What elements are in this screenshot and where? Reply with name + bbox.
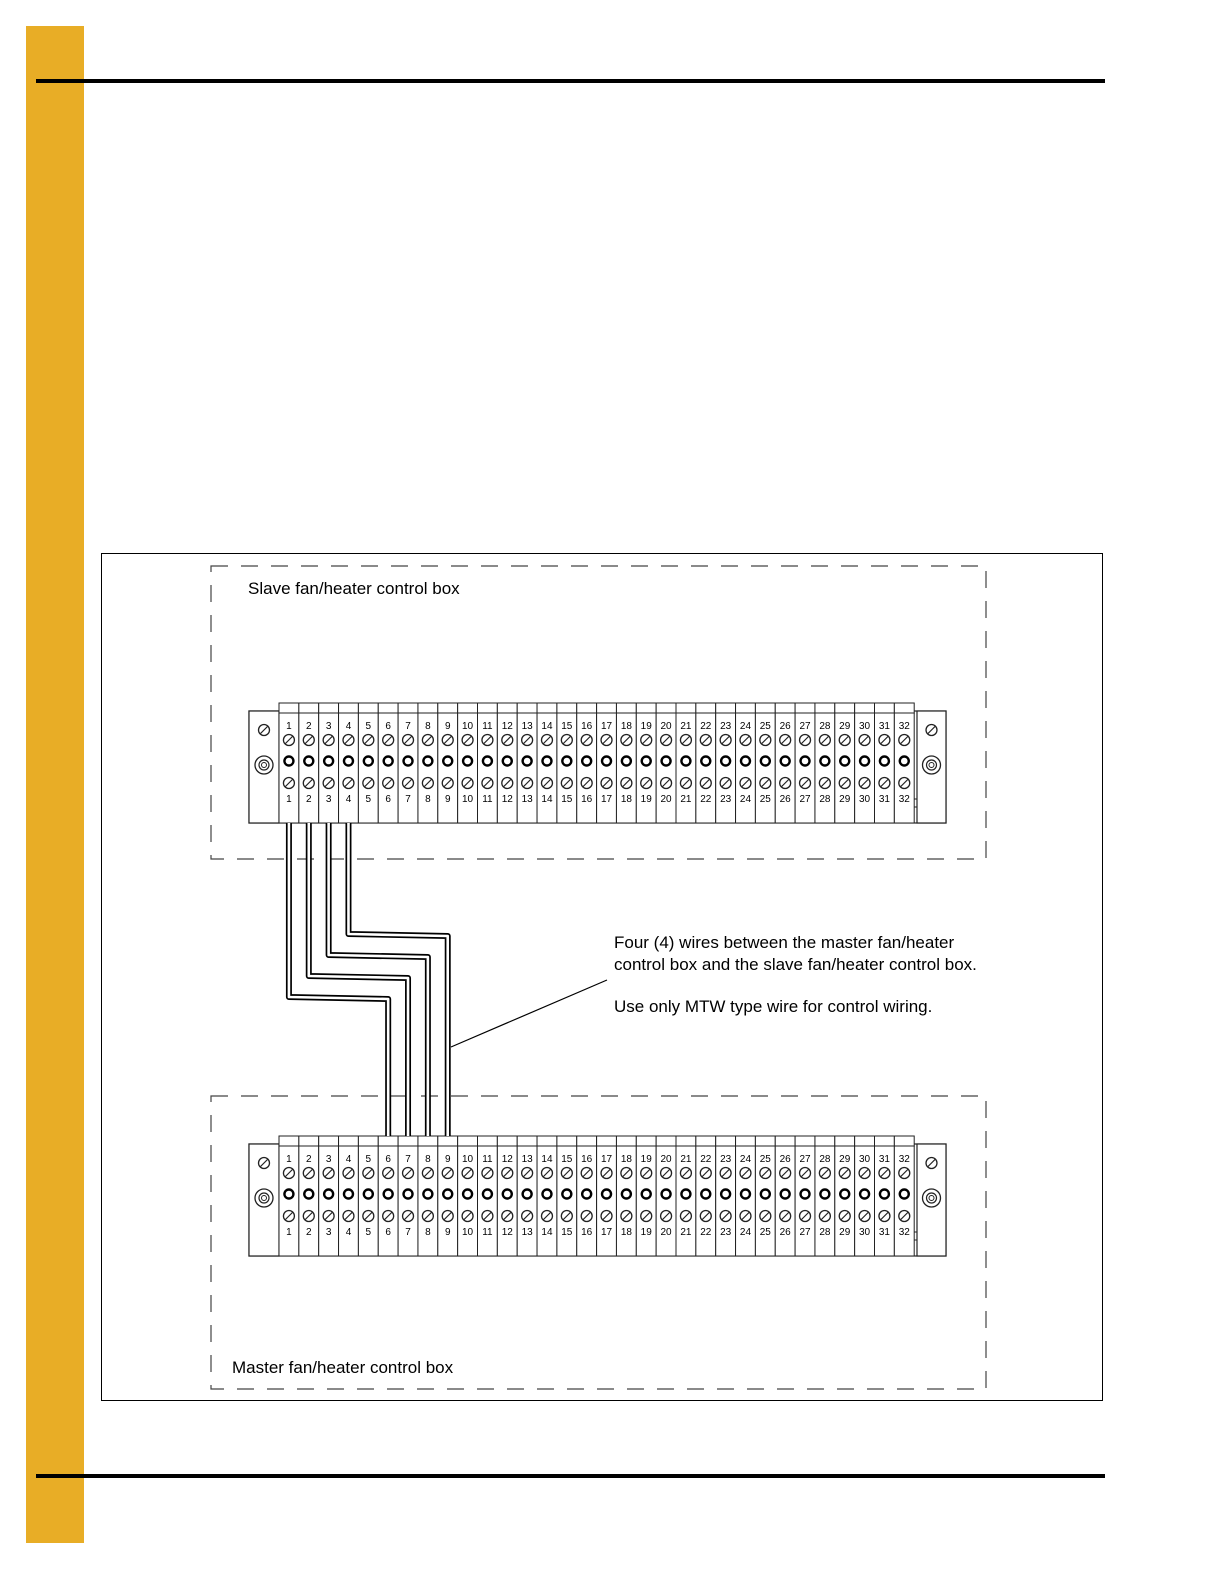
master-terminal-number-top: 2 [305,1154,312,1165]
slave-terminal-number-top: 19 [640,721,652,732]
slave-terminal-cap [299,703,319,713]
slave-terminal-number-bottom: 24 [739,794,752,805]
master-terminal-cap [676,1136,696,1146]
slave-terminal-number-bottom: 29 [839,794,851,805]
slave-terminal-number-bottom: 15 [561,794,573,805]
slave-terminal-number-top: 24 [739,721,752,732]
master-terminal-cap [616,1136,636,1146]
slave-terminal-cap [656,703,676,713]
note-line-2: control box and the slave fan/heater control box. [614,955,977,974]
master-terminal-cap [299,1136,319,1146]
slave-terminal-number-top: 14 [541,721,553,732]
master-terminal-cap [279,1136,299,1146]
master-terminal-number-top: 9 [444,1154,451,1165]
slave-terminal-cap [339,703,359,713]
master-terminal-number-bottom: 3 [325,1227,332,1238]
master-terminal-number-bottom: 23 [720,1227,732,1238]
master-terminal-cap [398,1136,418,1146]
master-terminal-number-top: 14 [541,1154,553,1165]
slave-terminal-number-bottom: 22 [700,794,712,805]
slave-terminal-cap [696,703,716,713]
slave-terminal-post-icon [384,757,393,766]
master-terminal-number-bottom: 16 [581,1227,593,1238]
slave-terminal-number-top: 26 [779,721,791,732]
master-terminal-post-icon [701,1190,710,1199]
slave-terminal-post-icon [642,757,651,766]
slave-terminal-number-bottom: 26 [779,794,791,805]
master-terminal-number-top: 11 [482,1154,493,1165]
slave-terminal-cap [716,703,736,713]
master-terminal-cap [636,1136,656,1146]
slave-terminal-cap [497,703,517,713]
master-terminal-cap [815,1136,835,1146]
slave-terminal-number-bottom: 1 [286,794,292,805]
master-terminal-number-bottom: 12 [501,1227,513,1238]
master-terminal-cap [458,1136,478,1146]
slave-terminal-number-bottom: 8 [425,794,431,805]
master-terminal-number-bottom: 13 [521,1227,533,1238]
slave-terminal-post-icon [404,757,413,766]
slave-terminal-number-bottom: 11 [482,794,493,805]
master-terminal-number-bottom: 19 [640,1227,652,1238]
master-terminal-number-bottom: 4 [345,1227,352,1238]
master-terminal-number-bottom: 1 [286,1227,292,1238]
slave-terminal-number-bottom: 3 [325,794,332,805]
master-terminal-post-icon [662,1190,671,1199]
slave-terminal-cap [597,703,617,713]
master-terminal-number-top: 4 [345,1154,352,1165]
master-terminal-number-top: 8 [425,1154,431,1165]
slave-terminal-cap [755,703,775,713]
master-terminal-number-top: 13 [521,1154,533,1165]
master-terminal-number-bottom: 28 [819,1227,831,1238]
master-terminal-cap [517,1136,537,1146]
master-terminal-number-top: 24 [739,1154,752,1165]
master-terminal-number-top: 1 [286,1154,292,1165]
slave-terminal-cap [398,703,418,713]
callout-leader-line [451,980,607,1047]
slave-terminal-post-icon [582,757,591,766]
master-terminal-post-icon [602,1190,611,1199]
master-terminal-post-icon [443,1190,452,1199]
master-terminal-cap [319,1136,339,1146]
slave-terminal-cap [478,703,498,713]
slave-terminal-number-top: 13 [521,721,533,732]
slave-terminal-number-top: 28 [819,721,831,732]
master-terminal-cap [537,1136,557,1146]
master-terminal-cap [875,1136,895,1146]
slave-terminal-cap [557,703,577,713]
slave-terminal-cap [815,703,835,713]
master-terminal-cap [478,1136,498,1146]
slave-terminal-number-top: 21 [680,721,692,732]
slave-terminal-number-bottom: 19 [640,794,652,805]
control-wires [289,823,448,1136]
slave-terminal-number-bottom: 4 [345,794,352,805]
slave-terminal-cap [279,703,299,713]
master-terminal-number-top: 12 [501,1154,513,1165]
master-terminal-number-top: 29 [839,1154,851,1165]
slave-terminal-post-icon [364,757,373,766]
slave-terminal-post-icon [681,757,690,766]
master-terminal-number-bottom: 7 [405,1227,411,1238]
slave-terminal-post-icon [781,757,790,766]
master-terminal-post-icon [304,1190,313,1199]
slave-terminal-cap [517,703,537,713]
master-terminal-number-top: 7 [405,1154,411,1165]
master-terminal-post-icon [642,1190,651,1199]
slave-terminal-number-bottom: 9 [444,794,451,805]
master-terminal-post-icon [284,1190,293,1199]
slave-terminal-number-top: 20 [660,721,672,732]
master-terminal-post-icon [562,1190,571,1199]
slave-terminal-post-icon [523,757,532,766]
slave-terminal-number-top: 3 [325,721,332,732]
slave-terminal-number-top: 12 [501,721,513,732]
master-terminal-cap [438,1136,458,1146]
slave-terminal-number-top: 6 [385,721,391,732]
slave-terminal-number-bottom: 17 [600,794,613,805]
master-terminal-post-icon [820,1190,829,1199]
slave-terminal-number-bottom: 20 [660,794,672,805]
slave-terminal-number-bottom: 13 [521,794,533,805]
slave-terminal-number-top: 22 [700,721,712,732]
master-terminal-number-top: 16 [581,1154,593,1165]
master-terminal-number-bottom: 21 [680,1227,692,1238]
slave-terminal-post-icon [304,757,313,766]
master-terminal-strip [249,1136,946,1256]
slave-terminal-post-icon [463,757,472,766]
slave-terminal-number-top: 1 [286,721,292,732]
master-terminal-number-bottom: 18 [620,1227,632,1238]
slave-terminal-number-bottom: 30 [859,794,871,805]
slave-terminal-number-bottom: 6 [385,794,391,805]
slave-terminal-number-top: 9 [444,721,451,732]
note-line-3: Use only MTW type wire for control wiring. [614,997,933,1016]
master-terminal-number-bottom: 14 [541,1227,553,1238]
slave-terminal-number-bottom: 28 [819,794,831,805]
note-line-1: Four (4) wires between the master fan/heater [614,933,955,952]
master-terminal-number-top: 22 [700,1154,712,1165]
master-terminal-cap [577,1136,597,1146]
slave-terminal-post-icon [721,757,730,766]
slave-terminal-number-bottom: 14 [541,794,553,805]
master-terminal-post-icon [364,1190,373,1199]
slave-terminal-cap [319,703,339,713]
master-terminal-number-bottom: 32 [898,1227,910,1238]
master-terminal-number-top: 26 [779,1154,791,1165]
slave-terminal-cap [358,703,378,713]
slave-terminal-number-top: 17 [600,721,613,732]
master-terminal-number-bottom: 27 [799,1227,811,1238]
slave-terminal-cap [537,703,557,713]
master-terminal-post-icon [582,1190,591,1199]
slave-terminal-post-icon [701,757,710,766]
slave-terminal-number-top: 15 [561,721,573,732]
slave-terminal-post-icon [840,757,849,766]
master-terminal-number-bottom: 26 [779,1227,791,1238]
master-terminal-number-top: 27 [799,1154,811,1165]
master-terminal-number-bottom: 22 [700,1227,712,1238]
master-terminal-number-bottom: 6 [385,1227,391,1238]
master-terminal-cap [775,1136,795,1146]
master-terminal-post-icon [761,1190,770,1199]
slave-terminal-number-top: 30 [859,721,871,732]
slave-terminal-number-top: 16 [581,721,593,732]
master-terminal-post-icon [423,1190,432,1199]
slave-terminal-post-icon [542,757,551,766]
slave-terminal-number-top: 8 [425,721,431,732]
master-terminal-post-icon [384,1190,393,1199]
master-terminal-number-bottom: 8 [425,1227,431,1238]
master-terminal-post-icon [801,1190,810,1199]
slave-terminal-post-icon [662,757,671,766]
slave-terminal-post-icon [820,757,829,766]
slave-terminal-number-top: 10 [462,721,474,732]
slave-terminal-cap [636,703,656,713]
slave-terminal-post-icon [284,757,293,766]
master-terminal-cap [378,1136,398,1146]
master-terminal-cap [597,1136,617,1146]
slave-terminal-post-icon [483,757,492,766]
master-terminal-cap [755,1136,775,1146]
slave-terminal-post-icon [324,757,333,766]
slave-terminal-number-top: 4 [345,721,352,732]
master-terminal-number-bottom: 11 [482,1227,493,1238]
master-terminal-post-icon [741,1190,750,1199]
master-terminal-number-top: 25 [759,1154,771,1165]
master-terminal-number-top: 21 [680,1154,692,1165]
master-terminal-cap [795,1136,815,1146]
master-terminal-number-top: 23 [720,1154,732,1165]
master-terminal-number-bottom: 2 [305,1227,312,1238]
slave-terminal-number-bottom: 12 [501,794,513,805]
master-terminal-number-bottom: 25 [759,1227,771,1238]
slave-terminal-post-icon [503,757,512,766]
slave-terminal-cap [775,703,795,713]
slave-terminal-number-top: 31 [878,721,890,732]
slave-terminal-post-icon [801,757,810,766]
slave-terminal-number-bottom: 23 [720,794,732,805]
slave-terminal-cap [577,703,597,713]
master-terminal-post-icon [542,1190,551,1199]
master-terminal-cap [418,1136,438,1146]
slave-terminal-post-icon [562,757,571,766]
master-terminal-number-top: 17 [600,1154,613,1165]
slave-terminal-number-bottom: 21 [680,794,692,805]
master-terminal-cap [716,1136,736,1146]
slave-terminal-post-icon [622,757,631,766]
master-terminal-post-icon [840,1190,849,1199]
master-terminal-cap [358,1136,378,1146]
master-terminal-number-top: 20 [660,1154,672,1165]
slave-terminal-cap [835,703,855,713]
slave-terminal-cap [736,703,756,713]
slave-terminal-number-bottom: 27 [799,794,811,805]
slave-terminal-number-top: 25 [759,721,771,732]
master-terminal-post-icon [404,1190,413,1199]
slave-terminal-post-icon [423,757,432,766]
slave-terminal-cap [875,703,895,713]
slave-terminal-cap [676,703,696,713]
master-terminal-number-bottom: 30 [859,1227,871,1238]
master-terminal-post-icon [860,1190,869,1199]
slave-box-label: Slave fan/heater control box [248,579,460,598]
slave-terminal-number-bottom: 2 [305,794,312,805]
master-terminal-cap [339,1136,359,1146]
slave-terminal-number-top: 11 [482,721,493,732]
master-terminal-number-top: 18 [620,1154,632,1165]
slave-terminal-post-icon [602,757,611,766]
master-terminal-cap [696,1136,716,1146]
slave-terminal-cap [378,703,398,713]
slave-terminal-cap [795,703,815,713]
master-terminal-number-bottom: 20 [660,1227,672,1238]
slave-terminal-post-icon [880,757,889,766]
slave-terminal-number-bottom: 31 [878,794,890,805]
slave-terminal-number-top: 2 [305,721,312,732]
slave-terminal-number-bottom: 16 [581,794,593,805]
master-terminal-number-top: 5 [365,1154,372,1165]
master-terminal-number-bottom: 31 [878,1227,890,1238]
master-terminal-cap [894,1136,914,1146]
slave-terminal-number-bottom: 25 [759,794,771,805]
slave-terminal-post-icon [900,757,909,766]
wire-outline [309,823,408,1136]
slave-terminal-cap [616,703,636,713]
master-terminal-number-top: 3 [325,1154,332,1165]
slave-terminal-cap [458,703,478,713]
master-terminal-post-icon [721,1190,730,1199]
master-terminal-post-icon [463,1190,472,1199]
master-terminal-number-top: 30 [859,1154,871,1165]
master-terminal-number-top: 19 [640,1154,652,1165]
slave-terminal-cap [855,703,875,713]
master-terminal-post-icon [900,1190,909,1199]
slave-terminal-number-bottom: 5 [365,794,372,805]
slave-terminal-number-top: 18 [620,721,632,732]
master-terminal-number-top: 31 [878,1154,890,1165]
master-terminal-number-top: 10 [462,1154,474,1165]
master-terminal-number-top: 15 [561,1154,573,1165]
master-terminal-post-icon [781,1190,790,1199]
master-terminal-post-icon [681,1190,690,1199]
master-terminal-post-icon [483,1190,492,1199]
slave-terminal-number-top: 23 [720,721,732,732]
slave-terminal-number-top: 5 [365,721,372,732]
master-terminal-number-bottom: 15 [561,1227,573,1238]
slave-terminal-post-icon [443,757,452,766]
slave-terminal-number-bottom: 10 [462,794,474,805]
slave-terminal-post-icon [344,757,353,766]
slave-terminal-number-bottom: 32 [898,794,910,805]
master-terminal-post-icon [344,1190,353,1199]
master-terminal-post-icon [880,1190,889,1199]
master-terminal-cap [835,1136,855,1146]
master-terminal-number-bottom: 17 [600,1227,613,1238]
slave-terminal-number-top: 27 [799,721,811,732]
master-terminal-number-bottom: 29 [839,1227,851,1238]
slave-terminal-cap [438,703,458,713]
slave-terminal-cap [894,703,914,713]
master-terminal-number-bottom: 5 [365,1227,372,1238]
master-terminal-cap [557,1136,577,1146]
slave-terminal-number-top: 29 [839,721,851,732]
slave-terminal-number-top: 7 [405,721,411,732]
slave-terminal-post-icon [761,757,770,766]
slave-terminal-number-bottom: 18 [620,794,632,805]
master-terminal-number-bottom: 10 [462,1227,474,1238]
slave-terminal-post-icon [860,757,869,766]
master-terminal-post-icon [324,1190,333,1199]
master-terminal-post-icon [523,1190,532,1199]
slave-terminal-post-icon [741,757,750,766]
master-terminal-number-bottom: 24 [739,1227,752,1238]
master-terminal-cap [656,1136,676,1146]
master-terminal-number-top: 6 [385,1154,391,1165]
master-box-label: Master fan/heater control box [232,1358,454,1377]
master-terminal-cap [497,1136,517,1146]
master-terminal-cap [855,1136,875,1146]
slave-terminal-number-bottom: 7 [405,794,411,805]
slave-terminal-strip [249,703,946,823]
master-terminal-number-bottom: 9 [444,1227,451,1238]
slave-terminal-cap [418,703,438,713]
slave-terminal-number-top: 32 [898,721,910,732]
master-terminal-post-icon [503,1190,512,1199]
master-terminal-number-top: 28 [819,1154,831,1165]
master-terminal-number-top: 32 [898,1154,910,1165]
master-terminal-cap [736,1136,756,1146]
master-terminal-post-icon [622,1190,631,1199]
